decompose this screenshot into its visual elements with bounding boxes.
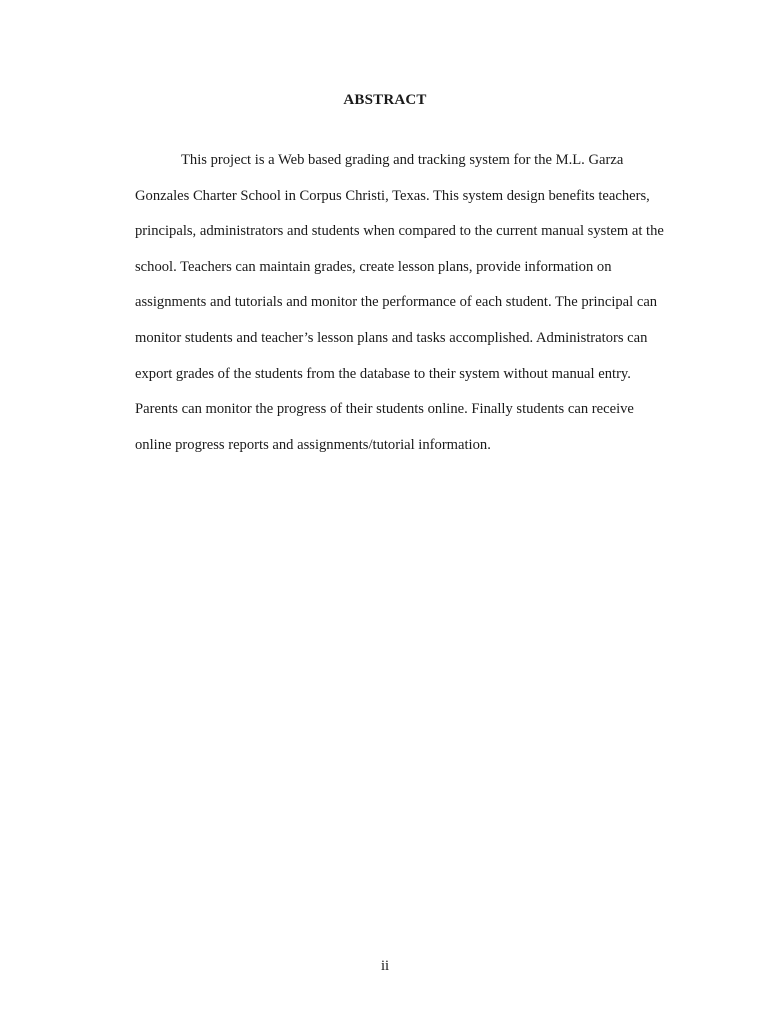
- abstract-heading: ABSTRACT: [343, 92, 427, 108]
- abstract-line: Gonzales Charter School in Corpus Christi, Texas. This system design benefits teachers,: [135, 187, 650, 204]
- abstract-line: export grades of the students from the database to their system without manual entry.: [135, 365, 631, 382]
- page-number: ii: [380, 958, 390, 974]
- abstract-line: principals, administrators and students when compared to the current manual system at the: [135, 223, 664, 240]
- abstract-line: school. Teachers can maintain grades, create lesson plans, provide information on: [135, 258, 612, 275]
- abstract-line: monitor students and teacher’s lesson plans and tasks accomplished. Administrators can: [135, 329, 648, 346]
- abstract-line: This project is a Web based grading and tracking system for the M.L. Garza: [181, 152, 624, 168]
- abstract-paragraph: [135, 143, 695, 463]
- abstract-line: online progress reports and assignments/tutorial information.: [135, 436, 491, 453]
- abstract-line: assignments and tutorials and monitor the performance of each student. The principal can: [135, 294, 658, 311]
- abstract-line: Parents can monitor the progress of their students online. Finally students can receive: [135, 401, 634, 418]
